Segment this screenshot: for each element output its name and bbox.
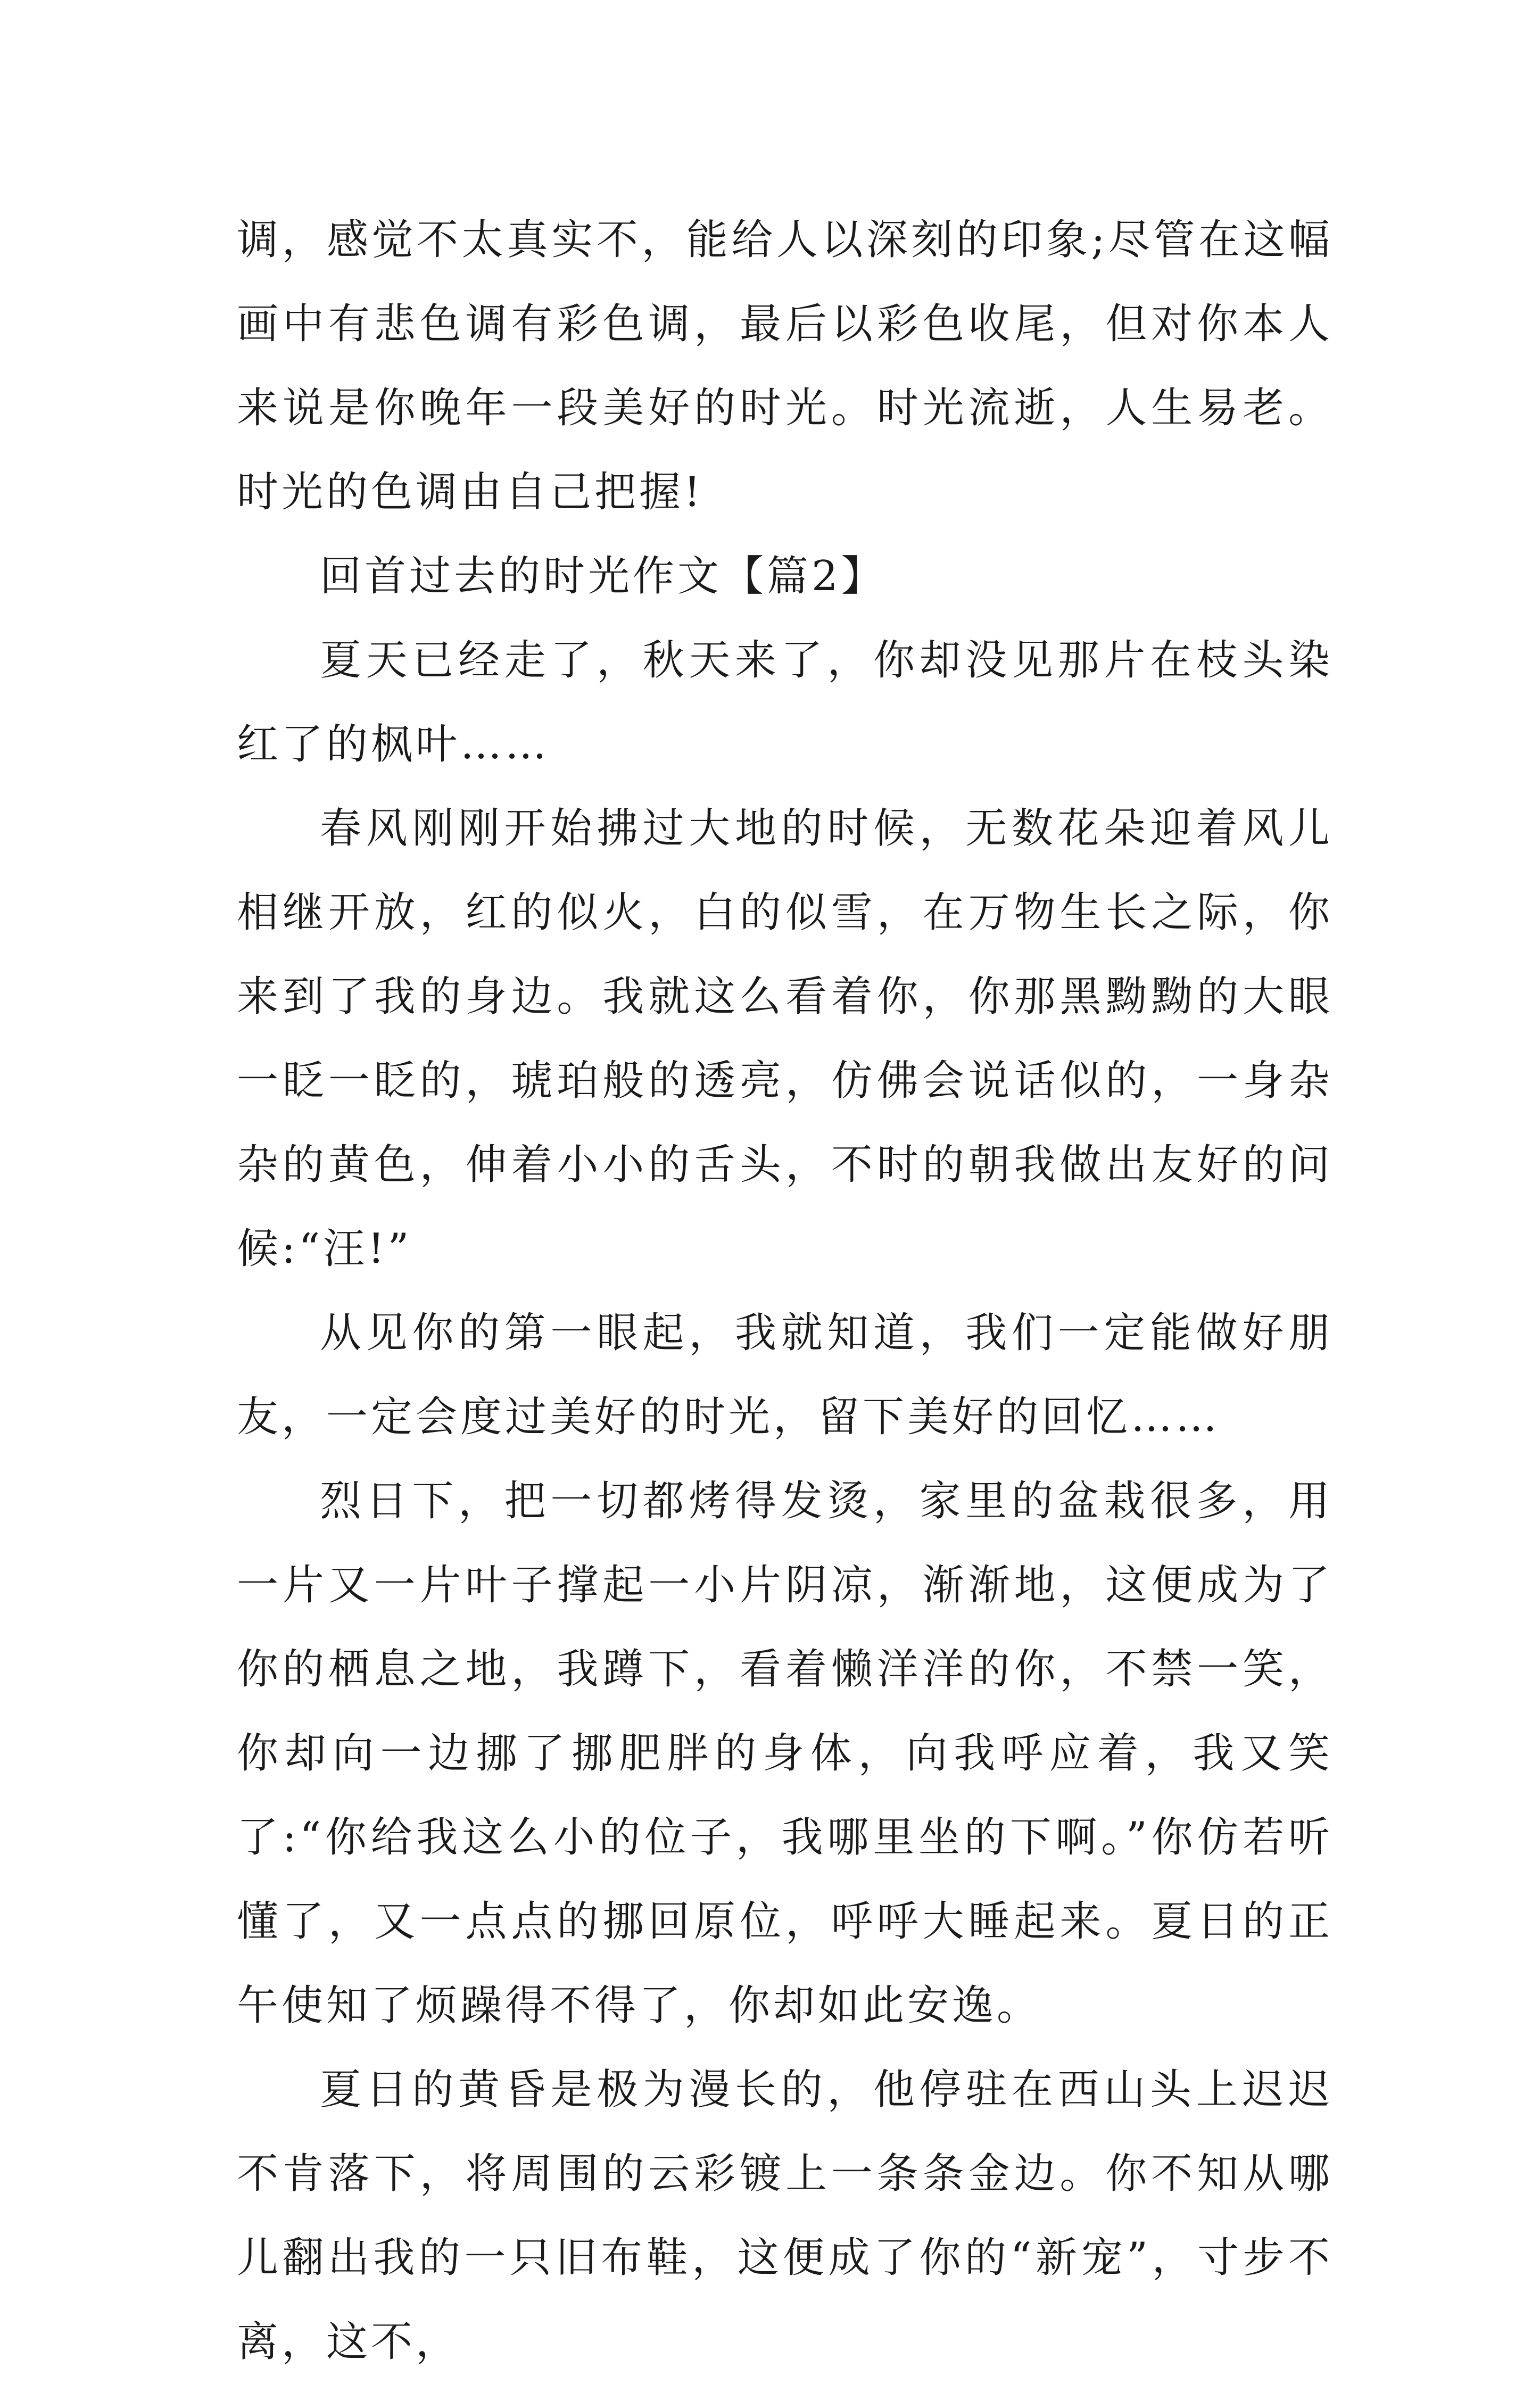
paragraph: 夏日的黄昏是极为漫长的，他停驻在西山头上迟迟不肯落下，将周围的云彩镀上一条条金边。你不知从哪儿翻出我的一只旧布鞋，这便成了你的“新宠”，寸步不离，这不， (237, 2066, 1333, 2366)
paragraph-continuation: 调，感觉不太真实不，能给人以深刻的印象;尽管在这幅画中有悲色调有彩色调，最后以彩色收尾，但对你本人来说是你晚年一段美好的时光。时光流逝，人生易老。时光的色调由自己把握! (237, 216, 1333, 516)
section-heading: 回首过去的时光作文【篇2】 (320, 552, 886, 600)
paragraph: 烈日下，把一切都烤得发烫，家里的盆栽很多，用一片又一片叶子撑起一小片阴凉，渐渐地，这便成为了你的栖息之地，我蹲下，看着懒洋洋的你，不禁一笑，你却向一边挪了挪肥胖的身体，向我呼应着，我又笑了:“你给我这么小的位子，我哪里坐的下啊。”你仿若听懂了，又一点点的挪回原位，呼呼大睡起来。夏日的正午使知了烦躁得不得了，你却如此安逸。 (237, 1477, 1333, 2030)
paragraph: 夏天已经走了，秋天来了，你却没见那片在枝头染红了的枫叶…… (237, 636, 1333, 768)
paragraph: 从见你的第一眼起，我就知道，我们一定能做好朋友，一定会度过美好的时光，留下美好的回忆…… (237, 1309, 1333, 1441)
paragraph: 春风刚刚开始拂过大地的时候，无数花朵迎着风儿相继开放，红的似火，白的似雪，在万物生长之际，你来到了我的身边。我就这么看着你，你那黑黝黝的大眼一眨一眨的，琥珀般的透亮，仿佛会说话似的，一身杂杂的黄色，伸着小小的舌头，不时的朝我做出友好的问候:“汪!” (237, 805, 1333, 1273)
article-body (237, 198, 1333, 2384)
